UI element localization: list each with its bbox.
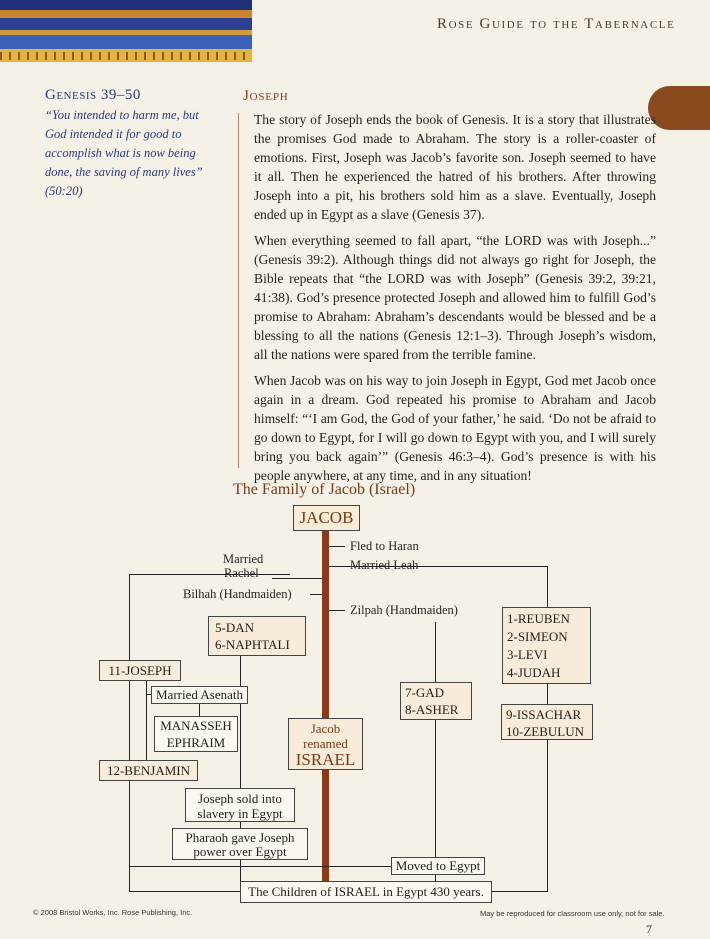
- chart-line: [129, 574, 130, 892]
- paragraph: When everything seemed to fall apart, “the LORD was with Joseph...” (Genesis 39:2). Although things did not always go right for Joseph, the Bible repeats that “the LORD was with Joseph” (Genesis 39:2, 39:21, 41:38). God’s presence protected Joseph and allowed him to fulfill God’s promise to Abraham: Abraham’s descendants would be blessed and be a blessing to all the nations (Genesis 12:1–3). Through Joseph’s wisdom, all the nations were spared from the terrible famine.: [254, 233, 656, 362]
- page-edge-tab: [648, 86, 710, 130]
- chart-title: The Family of Jacob (Israel): [233, 481, 416, 498]
- chart-line: [129, 866, 391, 867]
- section-divider: [238, 113, 239, 468]
- jacob-renamed-israel-node: Jacob renamed ISRAEL: [288, 718, 363, 770]
- chart-line: [547, 740, 548, 892]
- chart-line: [329, 610, 345, 611]
- sidebar-quote: “You intended to harm me, but God intended it for good to accomplish what is now being done, the saving of many lives” (50:20): [45, 108, 203, 198]
- leah-younger-sons-node: 9-ISSACHAR 10-ZEBULUN: [501, 704, 593, 740]
- chart-line: [272, 578, 322, 579]
- leah-sons-node: 1-REUBEN 2-SIMEON 3-LEVI 4-JUDAH: [502, 607, 591, 684]
- reproduction-notice: May be reproduced for classroom use only, not for sale.: [480, 909, 665, 918]
- chart-line: [310, 594, 322, 595]
- pharaoh-power-node: Pharaoh gave Joseph power over Egypt: [172, 828, 308, 860]
- chart-trunk-line: [322, 530, 329, 882]
- decorative-banner-image: [0, 0, 252, 62]
- fled-to-haran-label: Fled to Haran: [350, 539, 419, 553]
- chart-line: [547, 684, 548, 704]
- joseph-sold-node: Joseph sold into slavery in Egypt: [185, 788, 295, 822]
- moved-to-egypt-node: Moved to Egypt: [391, 857, 485, 875]
- bilhah-label: Bilhah (Handmaiden): [183, 587, 292, 601]
- zilpah-sons-node: 7-GAD 8-ASHER: [400, 682, 472, 720]
- page-number: 7: [646, 922, 652, 936]
- chart-line: [435, 622, 436, 682]
- chart-line: [329, 546, 345, 547]
- bilhah-sons-node: 5-DAN 6-NAPHTALI: [208, 616, 306, 656]
- married-rachel-label-line1: Married: [223, 552, 264, 566]
- paragraph: The story of Joseph ends the book of Genesis. It is a story that illustrates the promises God made to Abraham. The story is a roller-coaster of emotions. First, Joseph was Jacob’s favorite son. Joseph seemed to have it all. Then he experienced the hatred of his brothers. After throwing Joseph into a pit, his brothers sold him as a slave. Eventually, Joseph ended up in Egypt as a slave (Genesis 37).: [254, 112, 656, 222]
- married-asenath-node: Married Asenath: [151, 686, 248, 704]
- joseph-sons-node: MANASSEH EPHRAIM: [154, 716, 238, 752]
- chart-line: [199, 703, 200, 716]
- benjamin-node: 12-BENJAMIN: [99, 760, 198, 781]
- zilpah-label: Zilpah (Handmaiden): [350, 603, 458, 617]
- chart-line: [547, 566, 548, 607]
- jacob-node: JACOB: [293, 505, 360, 531]
- running-header-title: Rose Guide to the Tabernacle: [437, 16, 676, 32]
- copyright-footer: © 2008 Bristol Works, Inc. Rose Publishing, Inc.: [33, 908, 193, 917]
- section-title: Joseph: [243, 88, 289, 104]
- joseph-node: 11-JOSEPH: [99, 660, 181, 681]
- paragraph: When Jacob was on his way to join Joseph in Egypt, God met Jacob once again in a dream. God repeated his promise to Abraham and Jacob himself: “‘I am God, the God of your father,’ he said. ‘Do not be afraid to go down to Egypt, for I will go down to Egypt with you, and I will surely bring you back again’” (Genesis 46:3–4). God’s presence is with his people anywhere, at any time, and in any situation!: [254, 373, 656, 483]
- married-leah-label: Married Leah: [350, 558, 419, 572]
- chart-line: [129, 574, 290, 575]
- married-rachel-label-line2: Rachel: [224, 566, 259, 580]
- section-body: [254, 110, 656, 492]
- children-of-israel-node: The Children of ISRAEL in Egypt 430 years.: [240, 881, 492, 903]
- sidebar-reference: Genesis 39–50: [45, 87, 141, 103]
